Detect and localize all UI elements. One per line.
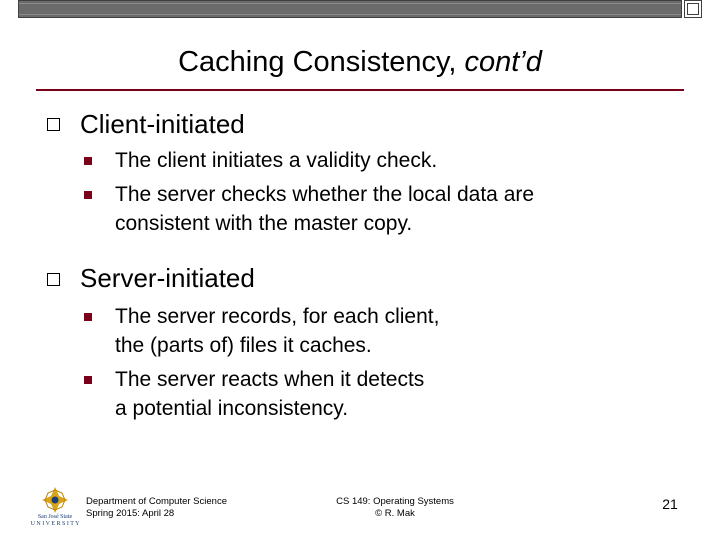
bullet-text: The server checks whether the local data are [115,183,535,206]
square-bullet-icon [84,191,92,199]
footer-department [86,496,227,520]
bullet-text-continuation: the (parts of) files it caches. [115,334,372,357]
title-main: Caching Consistency, [178,46,465,78]
title-italic: cont’d [464,46,542,78]
square-bullet-icon [84,313,92,321]
hollow-square-bullet-icon [47,273,60,286]
logo-line-1: San José State [37,514,73,520]
hollow-square-bullet-icon [47,118,60,131]
section-heading-server: Server-initiated [80,263,255,293]
title-rule [36,89,684,91]
corner-decorative-box [684,0,702,18]
logo-text [28,514,82,528]
square-bullet-icon [84,157,92,165]
square-bullet-icon [84,376,92,384]
logo-line-2: U N I V E R S I T Y [30,521,80,527]
bullet-text-continuation: a potential inconsistency. [115,397,349,420]
footer-course-line-2: © R. Mak [375,508,415,519]
footer-course-line-1: CS 149: Operating Systems [336,496,454,507]
slide-title [0,42,720,82]
bullet-text: The server reacts when it detects [115,368,425,391]
footer-course [300,496,490,520]
section-heading-client: Client-initiated [80,109,245,139]
footer-dept-line-1: Department of Computer Science [86,496,227,507]
top-decorative-bar [18,0,682,18]
bullet-text: The client initiates a validity check. [115,149,438,172]
page-number: 21 [662,496,678,512]
bullet-text: The server records, for each client, [115,305,440,328]
footer-dept-line-2: Spring 2015: April 28 [86,508,175,519]
bullet-text-continuation: consistent with the master copy. [115,212,413,235]
